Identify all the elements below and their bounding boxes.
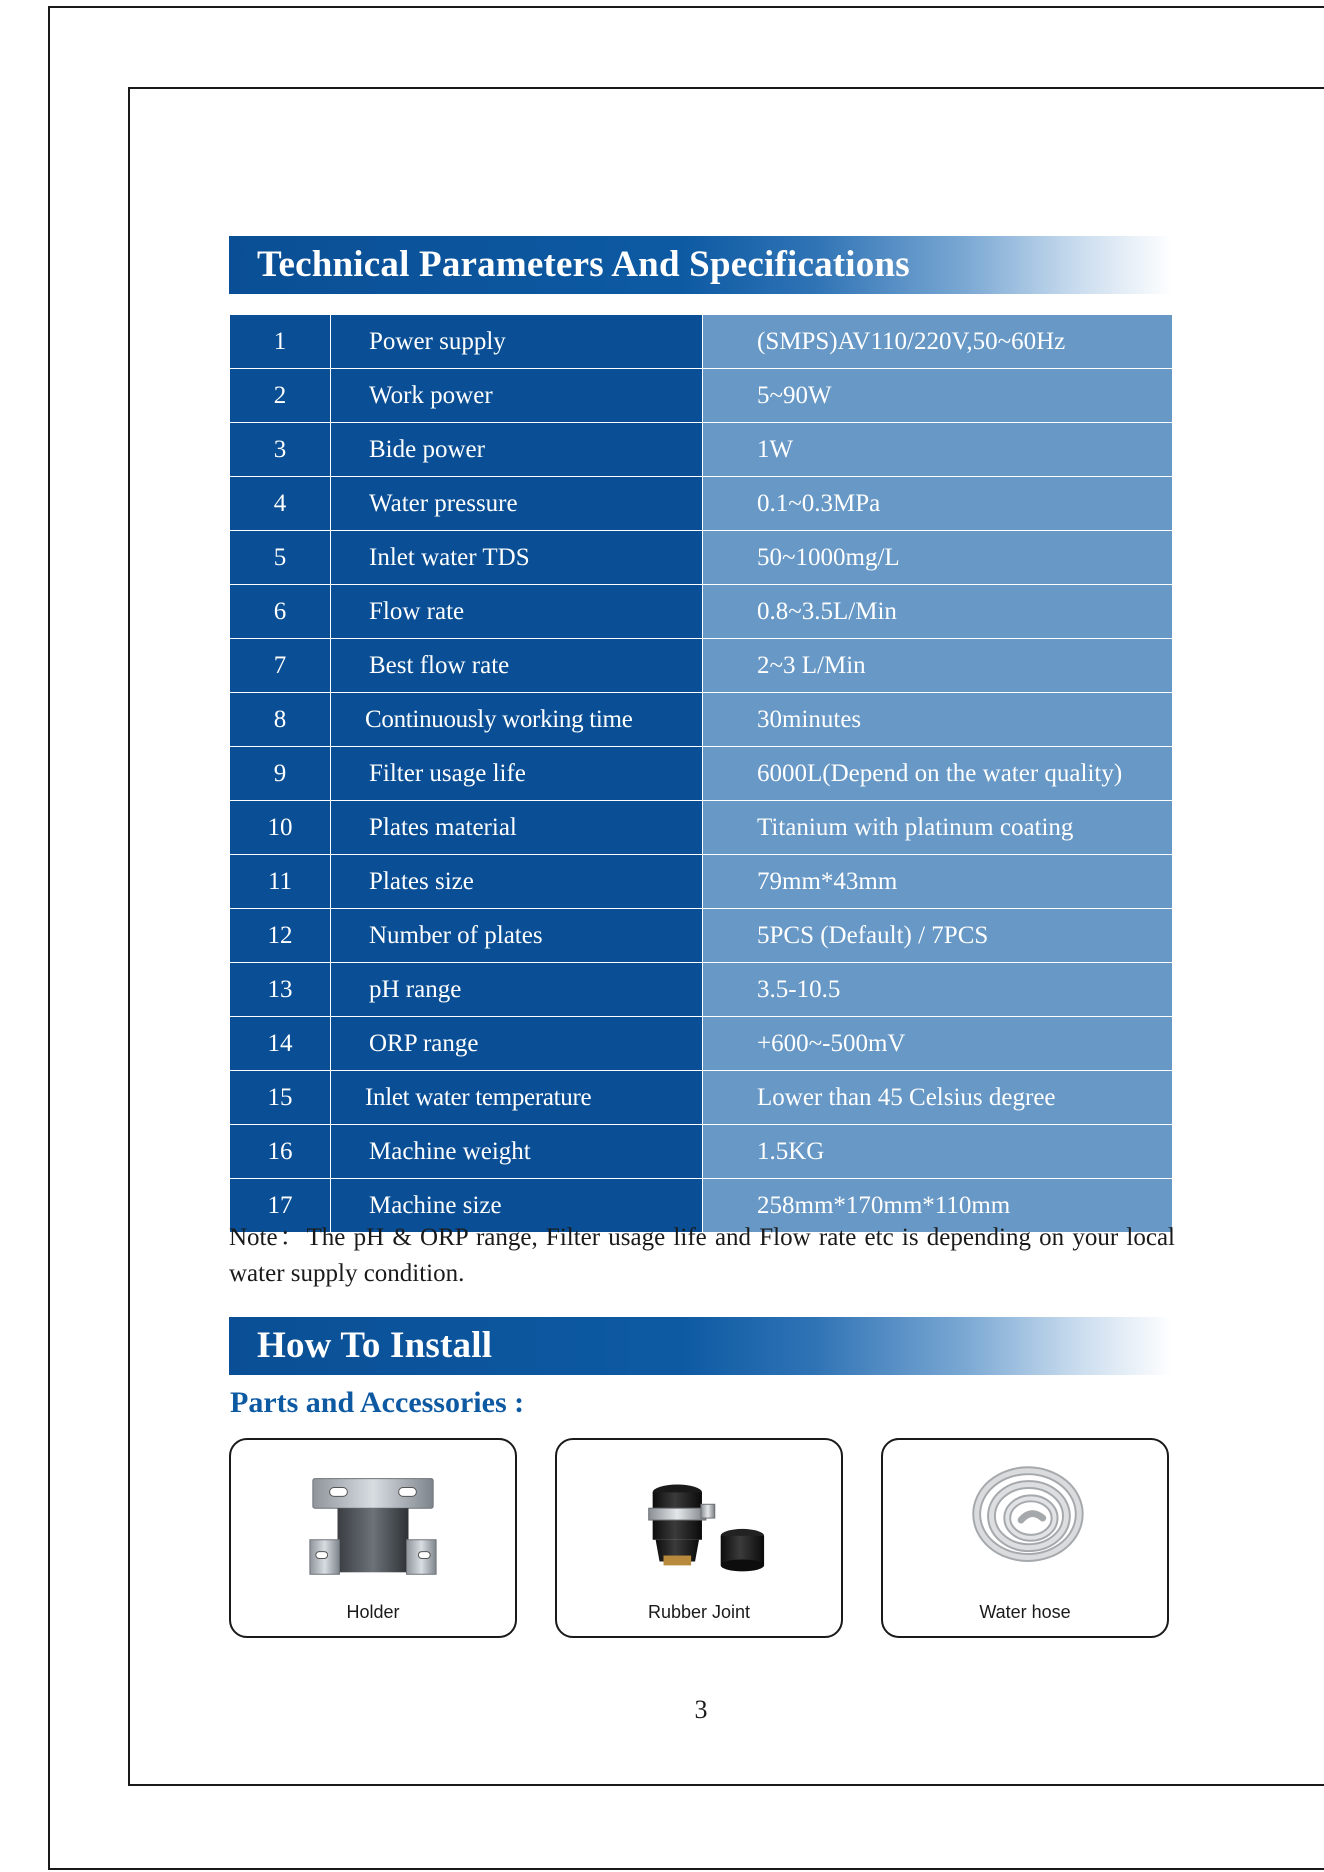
spec-parameter-value: 79mm*43mm [703, 855, 1173, 909]
spec-number: 15 [230, 1071, 331, 1125]
part-card-holder [229, 1438, 517, 1638]
spec-number: 1 [230, 315, 331, 369]
spec-parameter-name: Continuously working time [331, 693, 703, 747]
spec-parameter-name: Inlet water temperature [331, 1071, 703, 1125]
spec-row [230, 477, 1173, 531]
specs-table [229, 314, 1173, 1233]
spec-row [230, 747, 1173, 801]
spec-parameter-name: Plates material [331, 801, 703, 855]
spec-parameter-name: Machine weight [331, 1125, 703, 1179]
holder-bracket-icon [231, 1458, 515, 1588]
install-section-title: How To Install [229, 1317, 1172, 1375]
spec-parameter-name: Flow rate [331, 585, 703, 639]
spec-parameter-name: Power supply [331, 315, 703, 369]
spec-row [230, 369, 1173, 423]
spec-number: 6 [230, 585, 331, 639]
page-number: 3 [694, 1695, 708, 1724]
spec-parameter-value: 5~90W [703, 369, 1173, 423]
spec-parameter-value: +600~-500mV [703, 1017, 1173, 1071]
spec-number: 8 [230, 693, 331, 747]
part-label-rubber-joint: Rubber Joint [647, 1602, 751, 1622]
part-card-rubber-joint [555, 1438, 843, 1638]
spec-row [230, 1125, 1173, 1179]
spec-parameter-name: Work power [331, 369, 703, 423]
spec-parameter-name: Best flow rate [331, 639, 703, 693]
spec-parameter-value: (SMPS)AV110/220V,50~60Hz [703, 315, 1173, 369]
spec-number: 9 [230, 747, 331, 801]
spec-number: 11 [230, 855, 331, 909]
spec-parameter-value: 30minutes [703, 693, 1173, 747]
spec-parameter-value: Titanium with platinum coating [703, 801, 1173, 855]
spec-parameter-name: Bide power [331, 423, 703, 477]
spec-parameter-value: 50~1000mg/L [703, 531, 1173, 585]
spec-parameter-value: 1W [703, 423, 1173, 477]
spec-number: 13 [230, 963, 331, 1017]
spec-number: 7 [230, 639, 331, 693]
spec-parameter-name: ORP range [331, 1017, 703, 1071]
spec-parameter-name: Machine size [331, 1179, 703, 1233]
spec-number: 2 [230, 369, 331, 423]
spec-number: 16 [230, 1125, 331, 1179]
spec-parameter-value: 0.8~3.5L/Min [703, 585, 1173, 639]
spec-number: 17 [230, 1179, 331, 1233]
spec-row [230, 909, 1173, 963]
spec-parameter-name: Inlet water TDS [331, 531, 703, 585]
spec-parameter-name: Number of plates [331, 909, 703, 963]
spec-row [230, 963, 1173, 1017]
spec-number: 4 [230, 477, 331, 531]
parts-subheading: Parts and Accessories : [230, 1386, 525, 1419]
specs-note: Note：The pH & ORP range, Filter usage life and Flow rate etc is depending on your local water supply condition. [229, 1224, 1175, 1287]
part-label-water-hose: Water hose [979, 1602, 1071, 1622]
specs-section-title: Technical Parameters And Specifications [229, 236, 1172, 294]
spec-row [230, 855, 1173, 909]
spec-parameter-value: 3.5-10.5 [703, 963, 1173, 1017]
spec-row [230, 423, 1173, 477]
spec-parameter-value: 258mm*170mm*110mm [703, 1179, 1173, 1233]
spec-parameter-value: 6000L(Depend on the water quality) [703, 747, 1173, 801]
water-hose-icon [883, 1458, 1167, 1588]
spec-number: 3 [230, 423, 331, 477]
spec-row [230, 585, 1173, 639]
spec-row [230, 693, 1173, 747]
spec-parameter-value: 5PCS (Default) / 7PCS [703, 909, 1173, 963]
spec-row [230, 531, 1173, 585]
spec-number: 10 [230, 801, 331, 855]
spec-number: 12 [230, 909, 331, 963]
spec-row [230, 315, 1173, 369]
spec-parameter-value: Lower than 45 Celsius degree [703, 1071, 1173, 1125]
spec-row [230, 1017, 1173, 1071]
spec-parameter-value: 2~3 L/Min [703, 639, 1173, 693]
spec-parameter-name: pH range [331, 963, 703, 1017]
spec-row [230, 801, 1173, 855]
spec-number: 14 [230, 1017, 331, 1071]
part-label-holder: Holder [346, 1602, 400, 1622]
spec-parameter-name: Plates size [331, 855, 703, 909]
part-card-water-hose [881, 1438, 1169, 1638]
spec-number: 5 [230, 531, 331, 585]
spec-row [230, 1071, 1173, 1125]
spec-parameter-name: Filter usage life [331, 747, 703, 801]
spec-parameter-value: 1.5KG [703, 1125, 1173, 1179]
spec-parameter-name: Water pressure [331, 477, 703, 531]
spec-parameter-value: 0.1~0.3MPa [703, 477, 1173, 531]
spec-row [230, 639, 1173, 693]
rubber-joint-icon [557, 1458, 841, 1588]
